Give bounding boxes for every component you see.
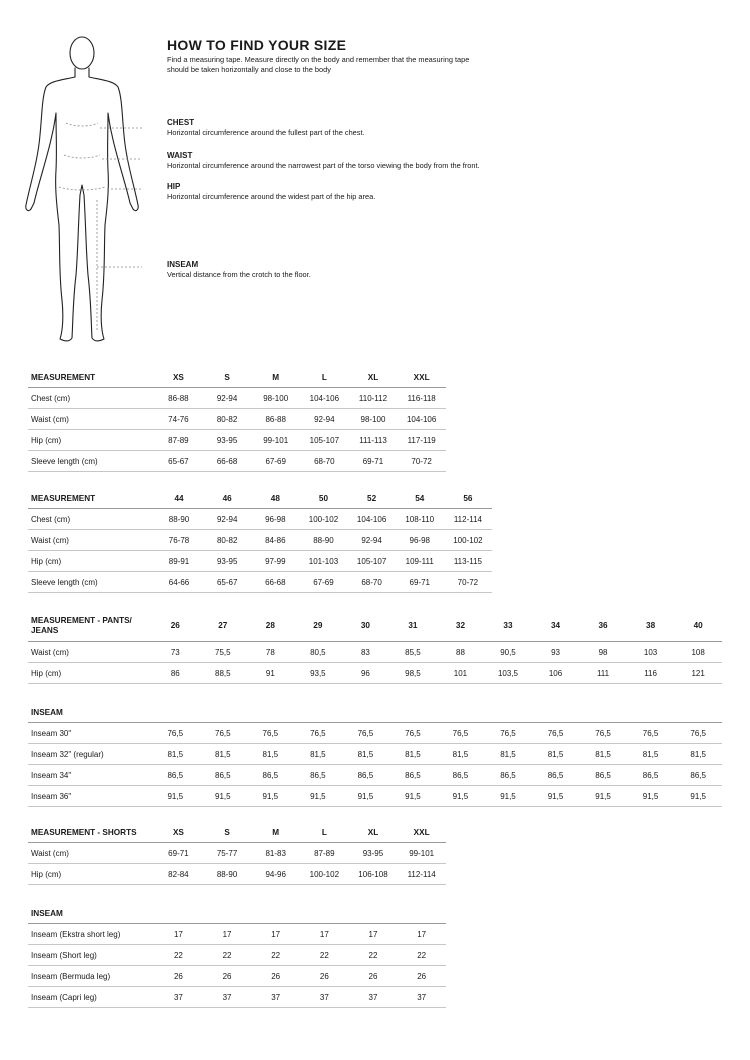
table-row [28, 786, 722, 807]
size-column-header [199, 702, 247, 723]
table-header-row [28, 488, 492, 509]
measurement-hip [167, 182, 727, 202]
table-cell: 112-114 [444, 509, 492, 530]
size-column-header: 54 [396, 488, 444, 509]
table-cell: 112-114 [397, 864, 446, 885]
table-cell: 86,5 [627, 765, 675, 786]
table-cell: 92-94 [300, 409, 349, 430]
size-table-pants-inseam [28, 702, 722, 807]
table-cell: 75,5 [199, 642, 247, 663]
table-header-row [28, 611, 722, 642]
table-cell: 69-71 [154, 843, 203, 864]
table-cell: 100-102 [444, 530, 492, 551]
table-title: INSEAM [28, 702, 152, 723]
measurement-waist [167, 151, 727, 171]
row-label: Inseam (Short leg) [28, 945, 154, 966]
row-label: Inseam (Capri leg) [28, 987, 154, 1008]
table-cell: 76,5 [342, 723, 390, 744]
table-row [28, 744, 722, 765]
table-title: MEASUREMENT - PANTS/ JEANS [28, 611, 152, 642]
size-column-header [300, 903, 349, 924]
table-row [28, 663, 722, 684]
table-cell: 17 [154, 924, 203, 945]
table-cell: 91,5 [247, 786, 295, 807]
table-cell: 26 [154, 966, 203, 987]
table-row [28, 551, 492, 572]
table-row [28, 451, 446, 472]
table-cell: 82-84 [154, 864, 203, 885]
row-label: Sleeve length (cm) [28, 572, 155, 593]
table-cell: 76,5 [199, 723, 247, 744]
table-cell: 103 [627, 642, 675, 663]
table-cell: 81,5 [199, 744, 247, 765]
table-cell: 22 [251, 945, 300, 966]
table-cell: 116 [627, 663, 675, 684]
table-cell: 103,5 [484, 663, 532, 684]
table-cell: 37 [251, 987, 300, 1008]
table-row [28, 723, 722, 744]
table-cell: 85,5 [389, 642, 437, 663]
size-column-header [389, 702, 437, 723]
table-cell: 37 [300, 987, 349, 1008]
table-cell: 86-88 [154, 388, 203, 409]
table-cell: 68-70 [348, 572, 396, 593]
measurement-desc: Horizontal circumference around the widest part of the hip area. [167, 192, 376, 201]
table-cell: 88 [437, 642, 485, 663]
measurement-desc: Horizontal circumference around the fullest part of the chest. [167, 128, 365, 137]
table-cell: 78 [247, 642, 295, 663]
body-figure-illustration [22, 35, 142, 347]
size-column-header [674, 702, 722, 723]
table-row [28, 945, 446, 966]
table-cell: 100-102 [299, 509, 347, 530]
table-cell: 37 [154, 987, 203, 1008]
table-cell: 116-118 [397, 388, 446, 409]
table-cell: 92-94 [203, 509, 251, 530]
table-row [28, 509, 492, 530]
row-label: Waist (cm) [28, 409, 154, 430]
table-title: MEASUREMENT - SHORTS [28, 822, 154, 843]
measurement-label: CHEST [167, 118, 195, 127]
table-header-row [28, 367, 446, 388]
table-cell: 86 [152, 663, 200, 684]
table-cell: 99-101 [251, 430, 300, 451]
table-cell: 100-102 [300, 864, 349, 885]
table-cell: 76,5 [389, 723, 437, 744]
table-cell: 108-110 [396, 509, 444, 530]
row-label: Inseam 34" [28, 765, 152, 786]
table-cell: 86,5 [389, 765, 437, 786]
table-cell: 76,5 [579, 723, 627, 744]
table-cell: 80-82 [203, 530, 251, 551]
table-cell: 81,5 [674, 744, 722, 765]
table-cell: 86,5 [579, 765, 627, 786]
table-cell: 67-69 [251, 451, 300, 472]
table-cell: 84-86 [251, 530, 299, 551]
size-column-header [484, 702, 532, 723]
table-cell: 66-68 [203, 451, 252, 472]
table-cell: 80,5 [294, 642, 342, 663]
size-column-header: 52 [348, 488, 396, 509]
table-cell: 66-68 [251, 572, 299, 593]
size-table-shorts [28, 822, 446, 885]
table-cell: 87-89 [300, 843, 349, 864]
table-cell: 17 [203, 924, 252, 945]
table-cell: 104-106 [348, 509, 396, 530]
row-label: Chest (cm) [28, 509, 155, 530]
table-cell: 117-119 [397, 430, 446, 451]
table-cell: 65-67 [154, 451, 203, 472]
table-cell: 81,5 [247, 744, 295, 765]
table-cell: 76,5 [532, 723, 580, 744]
table-cell: 74-76 [154, 409, 203, 430]
table-cell: 76,5 [627, 723, 675, 744]
row-label: Hip (cm) [28, 430, 154, 451]
table-cell: 26 [203, 966, 252, 987]
table-cell: 91,5 [484, 786, 532, 807]
table-cell: 70-72 [444, 572, 492, 593]
row-label: Inseam 30" [28, 723, 152, 744]
table-cell: 17 [251, 924, 300, 945]
table-cell: 91,5 [294, 786, 342, 807]
size-table-pants [28, 611, 722, 684]
table-cell: 86,5 [294, 765, 342, 786]
size-table-shorts-inseam [28, 903, 446, 1008]
table-cell: 76,5 [294, 723, 342, 744]
size-column-header: 36 [579, 611, 627, 642]
size-column-header: 26 [152, 611, 200, 642]
table-cell: 69-71 [349, 451, 398, 472]
table-title: MEASUREMENT [28, 367, 154, 388]
row-label: Inseam (Bermuda leg) [28, 966, 154, 987]
size-column-header: XXL [397, 367, 446, 388]
table-cell: 26 [251, 966, 300, 987]
table-cell: 17 [349, 924, 398, 945]
size-column-header: 40 [674, 611, 722, 642]
table-cell: 105-107 [348, 551, 396, 572]
row-label: Inseam 32" (regular) [28, 744, 152, 765]
size-column-header [294, 702, 342, 723]
table-row [28, 530, 492, 551]
table-cell: 81,5 [389, 744, 437, 765]
table-cell: 97-99 [251, 551, 299, 572]
table-cell: 87-89 [154, 430, 203, 451]
size-column-header: S [203, 367, 252, 388]
size-column-header: M [251, 822, 300, 843]
size-column-header: XS [154, 822, 203, 843]
size-column-header: 38 [627, 611, 675, 642]
table-cell: 98-100 [349, 409, 398, 430]
table-row [28, 924, 446, 945]
size-column-header: 48 [251, 488, 299, 509]
table-cell: 81,5 [437, 744, 485, 765]
size-column-header: 30 [342, 611, 390, 642]
size-column-header: M [251, 367, 300, 388]
table-title: INSEAM [28, 903, 154, 924]
size-table-tops-letter [28, 367, 446, 472]
table-cell: 68-70 [300, 451, 349, 472]
size-column-header [349, 903, 398, 924]
table-row [28, 966, 446, 987]
table-cell: 26 [349, 966, 398, 987]
table-cell: 22 [349, 945, 398, 966]
size-column-header [532, 702, 580, 723]
table-cell: 104-106 [300, 388, 349, 409]
table-cell: 26 [397, 966, 446, 987]
size-column-header [627, 702, 675, 723]
table-cell: 80-82 [203, 409, 252, 430]
size-column-header [579, 702, 627, 723]
table-cell: 113-115 [444, 551, 492, 572]
table-row [28, 388, 446, 409]
table-row [28, 864, 446, 885]
measurement-label: WAIST [167, 151, 193, 160]
size-column-header: 46 [203, 488, 251, 509]
size-column-header: 50 [299, 488, 347, 509]
table-row [28, 843, 446, 864]
size-column-header [203, 903, 252, 924]
size-column-header [437, 702, 485, 723]
table-cell: 86,5 [532, 765, 580, 786]
table-cell: 86-88 [251, 409, 300, 430]
row-label: Waist (cm) [28, 530, 155, 551]
table-cell: 96 [342, 663, 390, 684]
table-cell: 98,5 [389, 663, 437, 684]
size-column-header [154, 903, 203, 924]
table-cell: 83 [342, 642, 390, 663]
size-column-header: 28 [247, 611, 295, 642]
table-header-row [28, 702, 722, 723]
size-column-header: L [300, 822, 349, 843]
table-cell: 76,5 [437, 723, 485, 744]
table-cell: 98-100 [251, 388, 300, 409]
table-cell: 106 [532, 663, 580, 684]
measurement-inseam [167, 260, 727, 280]
measurement-label: HIP [167, 182, 181, 191]
row-label: Waist (cm) [28, 642, 152, 663]
table-cell: 121 [674, 663, 722, 684]
measurement-chest [167, 118, 727, 138]
table-cell: 91,5 [152, 786, 200, 807]
measurement-label: INSEAM [167, 260, 199, 269]
table-cell: 96-98 [251, 509, 299, 530]
size-column-header: 27 [199, 611, 247, 642]
table-cell: 64-66 [155, 572, 203, 593]
table-cell: 93-95 [203, 551, 251, 572]
row-label: Waist (cm) [28, 843, 154, 864]
table-cell: 76,5 [247, 723, 295, 744]
table-cell: 101 [437, 663, 485, 684]
size-column-header: XS [154, 367, 203, 388]
size-column-header [397, 903, 446, 924]
size-column-header: 56 [444, 488, 492, 509]
size-column-header [152, 702, 200, 723]
table-cell: 96-98 [396, 530, 444, 551]
table-cell: 81,5 [579, 744, 627, 765]
size-column-header: XL [349, 822, 398, 843]
row-label: Chest (cm) [28, 388, 154, 409]
table-cell: 106-108 [349, 864, 398, 885]
table-cell: 101-103 [299, 551, 347, 572]
table-cell: 17 [300, 924, 349, 945]
table-row [28, 987, 446, 1008]
size-column-header: 33 [484, 611, 532, 642]
table-cell: 89-91 [155, 551, 203, 572]
table-cell: 75-77 [203, 843, 252, 864]
table-cell: 81-83 [251, 843, 300, 864]
table-cell: 111 [579, 663, 627, 684]
table-cell: 81,5 [532, 744, 580, 765]
table-cell: 86,5 [342, 765, 390, 786]
table-cell: 98 [579, 642, 627, 663]
table-cell: 81,5 [294, 744, 342, 765]
table-cell: 92-94 [348, 530, 396, 551]
table-row [28, 430, 446, 451]
table-cell: 22 [397, 945, 446, 966]
size-column-header: 34 [532, 611, 580, 642]
table-cell: 26 [300, 966, 349, 987]
size-column-header: 29 [294, 611, 342, 642]
row-label: Inseam 36" [28, 786, 152, 807]
table-cell: 91,5 [674, 786, 722, 807]
table-cell: 108 [674, 642, 722, 663]
table-cell: 76-78 [155, 530, 203, 551]
table-cell: 69-71 [396, 572, 444, 593]
table-cell: 86,5 [247, 765, 295, 786]
row-label: Sleeve length (cm) [28, 451, 154, 472]
table-cell: 91,5 [389, 786, 437, 807]
table-cell: 86,5 [437, 765, 485, 786]
table-cell: 81,5 [484, 744, 532, 765]
table-cell: 91,5 [437, 786, 485, 807]
table-cell: 88-90 [203, 864, 252, 885]
size-table-tops-numeric [28, 488, 492, 593]
table-cell: 86,5 [199, 765, 247, 786]
table-cell: 92-94 [203, 388, 252, 409]
table-cell: 22 [203, 945, 252, 966]
table-row [28, 409, 446, 430]
intro-text: Find a measuring tape. Measure directly on the body and remember that the measuring tape should be taken horizontally and close to the body [167, 55, 470, 74]
table-cell: 70-72 [397, 451, 446, 472]
table-cell: 81,5 [627, 744, 675, 765]
measurement-desc: Horizontal circumference around the narrowest part of the torso viewing the body from the front. [167, 161, 480, 170]
size-column-header: 44 [155, 488, 203, 509]
table-cell: 111-113 [349, 430, 398, 451]
size-column-header: L [300, 367, 349, 388]
row-label: Hip (cm) [28, 663, 152, 684]
table-cell: 90,5 [484, 642, 532, 663]
table-cell: 65-67 [203, 572, 251, 593]
row-label: Hip (cm) [28, 864, 154, 885]
table-cell: 73 [152, 642, 200, 663]
table-cell: 37 [203, 987, 252, 1008]
table-cell: 86,5 [152, 765, 200, 786]
table-cell: 93 [532, 642, 580, 663]
table-cell: 93-95 [349, 843, 398, 864]
table-cell: 105-107 [300, 430, 349, 451]
table-cell: 22 [154, 945, 203, 966]
table-cell: 93-95 [203, 430, 252, 451]
table-header-row [28, 903, 446, 924]
table-cell: 76,5 [674, 723, 722, 744]
table-title: MEASUREMENT [28, 488, 155, 509]
size-column-header: XL [349, 367, 398, 388]
table-cell: 37 [349, 987, 398, 1008]
table-cell: 88,5 [199, 663, 247, 684]
table-header-row [28, 822, 446, 843]
table-row [28, 765, 722, 786]
size-column-header [342, 702, 390, 723]
table-cell: 86,5 [484, 765, 532, 786]
table-cell: 91,5 [579, 786, 627, 807]
table-cell: 17 [397, 924, 446, 945]
size-column-header: XXL [397, 822, 446, 843]
table-cell: 91 [247, 663, 295, 684]
table-cell: 94-96 [251, 864, 300, 885]
row-label: Hip (cm) [28, 551, 155, 572]
table-cell: 86,5 [674, 765, 722, 786]
page-title: HOW TO FIND YOUR SIZE [167, 37, 347, 53]
table-row [28, 572, 492, 593]
table-cell: 81,5 [342, 744, 390, 765]
table-cell: 88-90 [299, 530, 347, 551]
table-cell: 91,5 [342, 786, 390, 807]
table-cell: 22 [300, 945, 349, 966]
table-cell: 37 [397, 987, 446, 1008]
table-cell: 109-111 [396, 551, 444, 572]
row-label: Inseam (Ekstra short leg) [28, 924, 154, 945]
table-cell: 76,5 [152, 723, 200, 744]
table-cell: 93,5 [294, 663, 342, 684]
table-cell: 104-106 [397, 409, 446, 430]
table-cell: 110-112 [349, 388, 398, 409]
table-cell: 99-101 [397, 843, 446, 864]
size-column-header: S [203, 822, 252, 843]
table-cell: 76,5 [484, 723, 532, 744]
table-cell: 91,5 [199, 786, 247, 807]
table-cell: 88-90 [155, 509, 203, 530]
table-cell: 91,5 [627, 786, 675, 807]
table-cell: 81,5 [152, 744, 200, 765]
size-column-header: 31 [389, 611, 437, 642]
size-column-header [251, 903, 300, 924]
table-cell: 67-69 [299, 572, 347, 593]
table-row [28, 642, 722, 663]
size-column-header: 32 [437, 611, 485, 642]
size-column-header [247, 702, 295, 723]
measurement-desc: Vertical distance from the crotch to the floor. [167, 270, 311, 279]
table-cell: 91,5 [532, 786, 580, 807]
